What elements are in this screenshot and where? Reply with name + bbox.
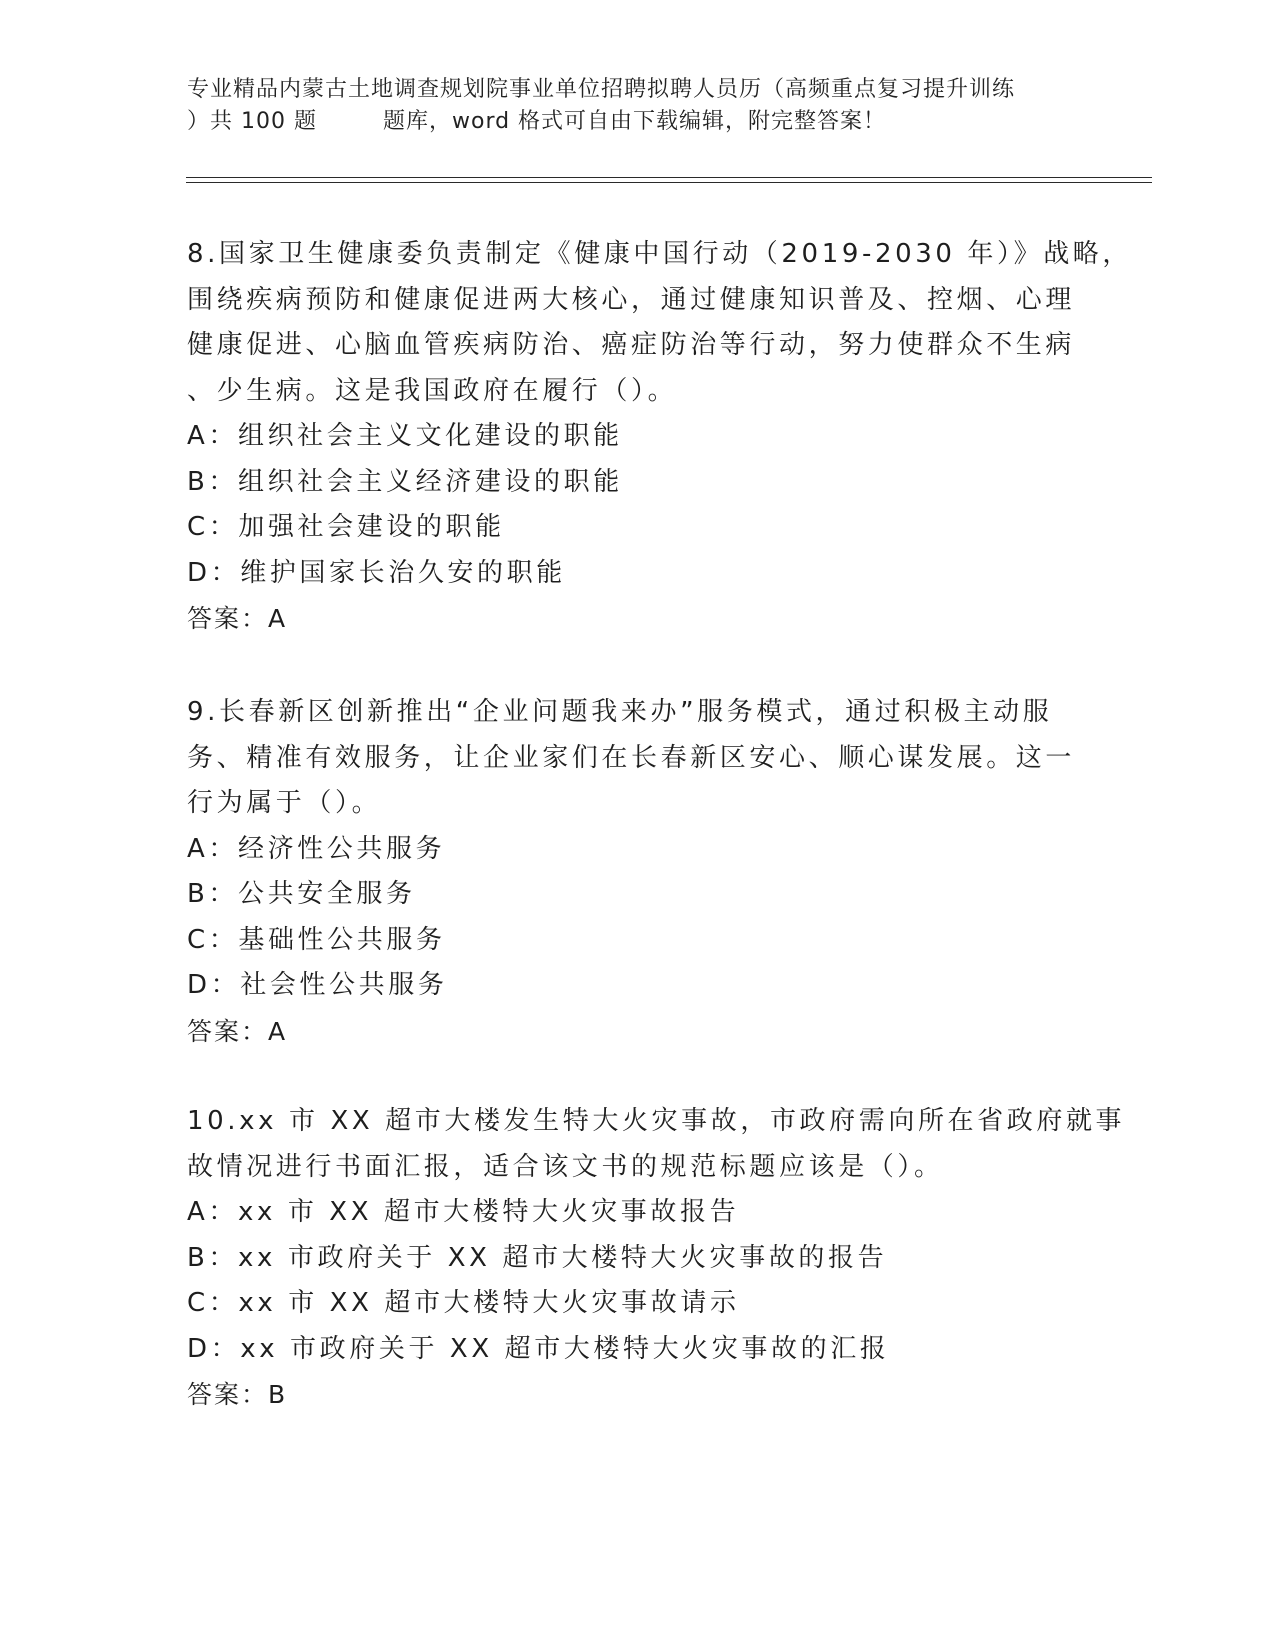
- question-10: [187, 1099, 1126, 1418]
- question-8: [187, 232, 1132, 642]
- answer: 答案：A: [187, 1016, 288, 1046]
- answer: 答案：B: [187, 1380, 288, 1409]
- option-d: D：社会性公共服务: [187, 970, 448, 1000]
- header-line-2: [187, 106, 1087, 138]
- header-divider-bottom: [186, 182, 1152, 183]
- option-c: C：加强社会建设的职能: [187, 512, 505, 542]
- option-d: D：维护国家长治久安的职能: [187, 557, 566, 588]
- header-line-2-part-a: ）共 100 题: [187, 109, 317, 134]
- document-header: [187, 74, 1087, 138]
- header-line-1: 专业精品内蒙古土地调查规划院事业单位招聘拟聘人员历（高频重点复习提升训练: [187, 77, 1016, 102]
- header-line-2-part-b: 题库，word 格式可自由下载编辑，附完整答案！: [382, 109, 887, 134]
- header-divider-top: [186, 177, 1152, 178]
- question-9: [187, 690, 1076, 1054]
- question-stem-line: 8.国家卫生健康委负责制定《健康中国行动（2019-2030 年）》战略，: [187, 239, 1132, 269]
- question-stem-line: 、少生病。这是我国政府在履行（）。: [187, 375, 678, 406]
- question-stem-line: 9.长春新区创新推出“企业问题我来办”服务模式，通过积极主动服: [187, 697, 1053, 727]
- option-c: C：基础性公共服务: [187, 924, 446, 955]
- question-stem-line: 务、精准有效服务，让企业家们在长春新区安心、顺心谋发展。这一: [187, 742, 1076, 773]
- option-b: B：公共安全服务: [187, 879, 416, 909]
- option-d: D：xx 市政府关于 XX 超市大楼特大火灾事故的汇报: [187, 1333, 890, 1364]
- answer: 答案：A: [187, 604, 288, 633]
- question-stem-line: 行为属于（）。: [187, 788, 382, 818]
- option-c: C：xx 市 XX 超市大楼特大火灾事故请示: [187, 1288, 740, 1318]
- question-stem-line: 围绕疾病预防和健康促进两大核心，通过健康知识普及、控烟、心理: [187, 284, 1076, 315]
- option-b: B：组织社会主义经济建设的职能: [187, 466, 623, 497]
- option-b: B：xx 市政府关于 XX 超市大楼特大火灾事故的报告: [187, 1242, 888, 1273]
- option-a: A：xx 市 XX 超市大楼特大火灾事故报告: [187, 1197, 740, 1227]
- option-a: A：经济性公共服务: [187, 833, 446, 864]
- question-stem-line: 10.xx 市 XX 超市大楼发生特大火灾事故，市政府需向所在省政府就事: [187, 1106, 1126, 1136]
- option-a: A：组织社会主义文化建设的职能: [187, 421, 623, 451]
- question-stem-line: 故情况进行书面汇报，适合该文书的规范标题应该是（）。: [187, 1151, 944, 1182]
- question-stem-line: 健康促进、心脑血管疾病防治、癌症防治等行动，努力使群众不生病: [187, 330, 1076, 360]
